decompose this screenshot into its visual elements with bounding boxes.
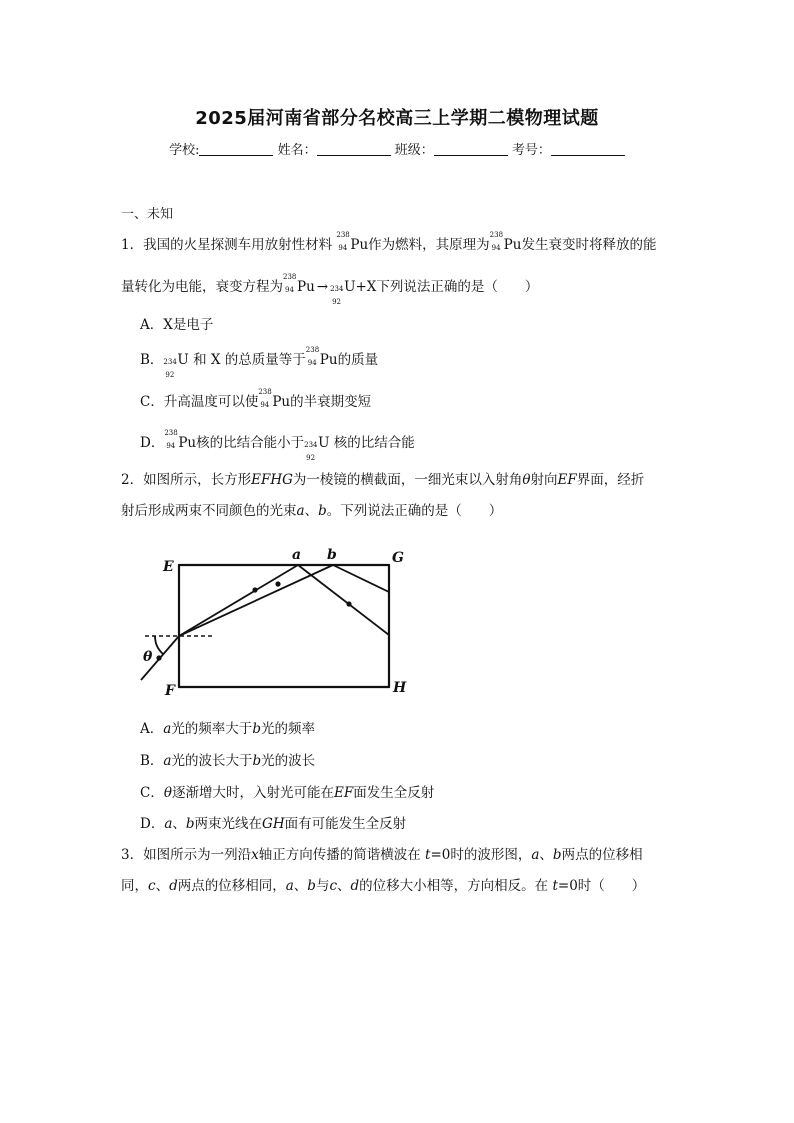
option-letter: B． bbox=[140, 352, 164, 368]
option-text: 、 bbox=[172, 816, 186, 832]
mass-number: 234 bbox=[163, 358, 177, 366]
option-text: GH bbox=[262, 816, 285, 832]
label-f: F bbox=[165, 683, 175, 699]
label-h: H bbox=[393, 680, 407, 696]
q1-option-a[interactable] bbox=[140, 313, 213, 333]
q1-line-2 bbox=[121, 273, 539, 306]
q3-text: 、 bbox=[155, 878, 170, 894]
mass-number: 238 bbox=[164, 429, 178, 437]
class-label: 班级： bbox=[394, 143, 434, 158]
option-text: C．升高温度可以使 bbox=[140, 394, 259, 410]
atomic-number: 94 bbox=[166, 442, 176, 450]
q3-text: 两点的位移相 bbox=[561, 847, 643, 863]
class-blank[interactable] bbox=[434, 143, 508, 156]
q3-text: 同， bbox=[121, 878, 148, 894]
q1-text: U+X下列说法正确的是（ ） bbox=[344, 279, 539, 295]
element-symbol: Pu bbox=[319, 352, 338, 368]
option-text: 的质量 bbox=[337, 352, 379, 368]
option-text: 面发生全反射 bbox=[353, 785, 435, 801]
ray-b-in bbox=[179, 565, 333, 636]
element-symbol: Pu bbox=[178, 435, 197, 451]
q3-text: =0时的波形图， bbox=[430, 847, 532, 863]
name-label: 姓名： bbox=[277, 143, 317, 158]
option-text: a bbox=[163, 721, 172, 737]
q3-text: 的位移大小相等，方向相反。在 bbox=[359, 878, 549, 894]
option-text: 光的波长 bbox=[261, 753, 316, 769]
option-text: b bbox=[252, 721, 261, 737]
ray-a-in bbox=[179, 565, 298, 636]
q1-text: 量转化为电能，衰变方程为 bbox=[121, 279, 283, 295]
option-letter: B． bbox=[140, 753, 164, 769]
q3-text: t bbox=[552, 878, 558, 894]
mass-number: 234 bbox=[304, 441, 318, 449]
option-text: 逐渐增大时，入射光可能在 bbox=[171, 785, 334, 801]
option-letter: C． bbox=[140, 785, 164, 801]
option-text: b bbox=[185, 816, 195, 832]
label-theta: θ bbox=[143, 649, 153, 665]
angle-arc bbox=[155, 636, 163, 654]
q2-text: 射向 bbox=[530, 472, 558, 488]
option-text: EF bbox=[333, 785, 354, 801]
q3-text: 轴正方向传播的简谐横波在 bbox=[258, 847, 421, 863]
nuclide-pu bbox=[336, 231, 369, 253]
option-letter: D． bbox=[140, 435, 165, 451]
label-a: a bbox=[292, 547, 302, 563]
atomic-number: 94 bbox=[338, 244, 348, 252]
atomic-number: 92 bbox=[165, 371, 175, 379]
q2-text: b bbox=[318, 503, 327, 519]
q3-text: c bbox=[148, 878, 156, 894]
nuclide-pu bbox=[164, 429, 197, 451]
q2-text: 界面，经折 bbox=[576, 472, 645, 488]
q2-option-a[interactable] bbox=[140, 717, 315, 737]
q3-line-2 bbox=[121, 874, 645, 894]
option-letter: D． bbox=[140, 816, 165, 832]
option-text: 两束光线在 bbox=[194, 816, 263, 832]
q3-text: x bbox=[251, 847, 259, 863]
q3-text: b bbox=[552, 847, 562, 863]
nuclide-pu bbox=[258, 388, 291, 410]
option-text: θ bbox=[163, 785, 172, 801]
option-text: 光的频率大于 bbox=[171, 721, 253, 737]
q1-text: 1．我国的火星探测车用放射性材料 bbox=[121, 237, 333, 253]
q3-text: c bbox=[329, 878, 337, 894]
mass-number: 238 bbox=[258, 388, 272, 396]
atomic-number: 94 bbox=[260, 401, 270, 409]
element-symbol: Pu bbox=[272, 394, 291, 410]
option-letter: A． bbox=[140, 721, 164, 737]
school-label: 学校: bbox=[169, 143, 200, 158]
nuclide-pu bbox=[305, 346, 338, 368]
page-title: 2025届河南省部分名校高三上学期二模物理试题 bbox=[195, 108, 599, 129]
option-text: a bbox=[163, 753, 172, 769]
ray-b-out bbox=[333, 565, 389, 592]
q1-text: 作为燃料，其原理为 bbox=[368, 237, 490, 253]
q3-text: a bbox=[531, 847, 540, 863]
atomic-number: 94 bbox=[307, 359, 317, 367]
q2-text: EFHG bbox=[251, 472, 293, 488]
nuclide-pu bbox=[489, 231, 522, 253]
mass-number: 238 bbox=[489, 231, 504, 239]
q3-text: 、 bbox=[539, 847, 553, 863]
option-text: 核的比结合能小于 bbox=[196, 435, 305, 451]
q2-option-c[interactable] bbox=[140, 781, 434, 801]
q2-text: 2．如图所示，长方形 bbox=[121, 472, 252, 488]
label-e: E bbox=[163, 559, 174, 575]
nuclide-pu bbox=[283, 273, 315, 295]
atomic-number: 94 bbox=[491, 244, 501, 252]
mass-number: 238 bbox=[283, 273, 297, 281]
prism-figure bbox=[135, 540, 415, 705]
mass-number: 238 bbox=[305, 346, 320, 354]
exam-no-blank[interactable] bbox=[551, 143, 625, 156]
option-text: A．X是电子 bbox=[140, 317, 214, 333]
q3-line-1 bbox=[121, 843, 643, 863]
student-info-line bbox=[0, 139, 794, 158]
q1-line-1 bbox=[121, 233, 656, 253]
q3-text: t bbox=[425, 847, 431, 863]
atomic-number: 92 bbox=[332, 298, 342, 306]
q1-text: 发生衰变时将释放的能 bbox=[521, 237, 657, 253]
ray-arrows bbox=[156, 581, 351, 660]
q3-text: 3．如图所示为一列沿 bbox=[121, 847, 252, 863]
q2-text: θ bbox=[522, 472, 531, 488]
q3-text: d bbox=[169, 878, 178, 894]
label-g: G bbox=[392, 550, 404, 566]
option-text: U 和 X 的总质量等于 bbox=[177, 352, 306, 368]
q3-text: 、 bbox=[337, 878, 351, 894]
q2-option-d[interactable] bbox=[140, 812, 406, 832]
q2-line-1 bbox=[121, 468, 644, 488]
q1-option-d[interactable] bbox=[140, 429, 415, 462]
q3-text: a bbox=[285, 878, 294, 894]
school-blank[interactable] bbox=[199, 143, 273, 156]
q1-option-c[interactable] bbox=[140, 390, 371, 410]
q3-text: =0时（ ） bbox=[557, 878, 646, 894]
q2-line-2 bbox=[121, 499, 502, 519]
option-text: b bbox=[252, 753, 262, 769]
q3-text: d bbox=[350, 878, 360, 894]
q2-text: 为一棱镜的横截面，一细光束以入射角 bbox=[292, 472, 523, 488]
q3-text: 、 bbox=[293, 878, 308, 894]
label-b: b bbox=[327, 547, 337, 563]
name-blank[interactable] bbox=[317, 143, 391, 156]
element-symbol: Pu bbox=[297, 279, 315, 295]
q2-text: a bbox=[296, 503, 305, 519]
section-heading: 一、未知 bbox=[121, 207, 174, 222]
option-text: 光的频率 bbox=[260, 721, 315, 737]
arrow-symbol: → bbox=[316, 279, 329, 295]
atomic-number: 92 bbox=[306, 454, 316, 462]
q1-option-b[interactable] bbox=[140, 346, 379, 379]
atomic-number: 94 bbox=[285, 286, 294, 294]
q2-option-b[interactable] bbox=[140, 749, 315, 769]
element-symbol: Pu bbox=[503, 237, 522, 253]
mass-number: 238 bbox=[336, 231, 350, 239]
option-text: a bbox=[164, 816, 173, 832]
option-text: 光的波长大于 bbox=[171, 753, 253, 769]
option-text: 的半衰期变短 bbox=[290, 394, 372, 410]
exam-no-label: 考号： bbox=[511, 143, 551, 158]
q3-text: 与 bbox=[315, 878, 330, 894]
q2-text: 射后形成两束不同颜色的光束 bbox=[121, 503, 297, 519]
q2-text: 。下列说法正确的是（ ） bbox=[326, 503, 503, 519]
q2-text: 、 bbox=[304, 503, 319, 519]
q2-text: EF bbox=[557, 472, 577, 488]
mass-number: 234 bbox=[330, 285, 344, 293]
q3-text: 两点的位移相同， bbox=[177, 878, 286, 894]
option-text: U 核的比结合能 bbox=[318, 435, 415, 451]
option-text: 面有可能发生全反射 bbox=[284, 816, 407, 832]
q3-text: b bbox=[307, 878, 316, 894]
element-symbol: Pu bbox=[350, 237, 369, 253]
